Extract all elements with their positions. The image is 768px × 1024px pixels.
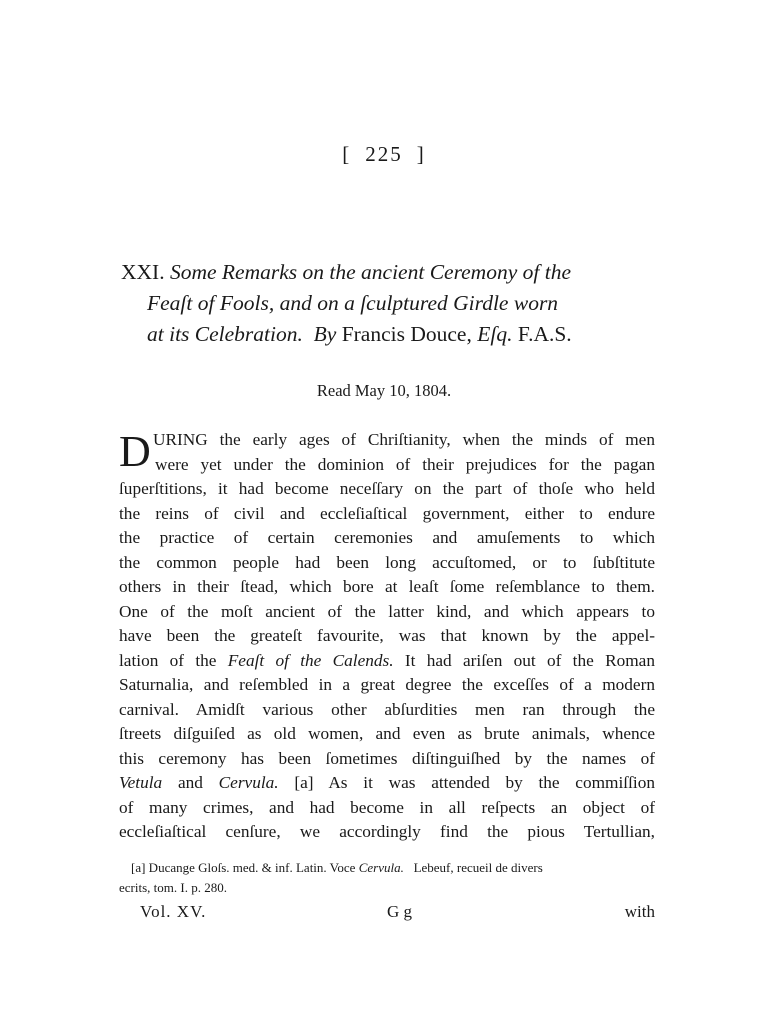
body-line: of many crimes, and had become in all reſpects an object of <box>119 797 655 817</box>
article-title <box>121 257 681 350</box>
body-line: One of the moſt ancient of the latter kind, and which appears to <box>119 601 655 621</box>
catchline <box>140 902 655 926</box>
footnote-line: ecrits, tom. I. p. 280. <box>119 880 227 895</box>
title-number: XXI. <box>121 260 165 284</box>
body-line: were yet under the dominion of their prejudices for the pagan <box>155 454 655 474</box>
title-line-3 <box>121 319 681 350</box>
title-text-1: Some Remarks on the ancient Ceremony of the <box>169 260 571 284</box>
body-line: the reins of civil and eccleſiaſtical government, either to endure <box>119 503 655 523</box>
read-date: Read May 10, 1804. <box>316 381 452 400</box>
catchword: with <box>624 902 655 921</box>
body-line <box>119 771 655 796</box>
body-line: carnival. Amidſt various other abſurdities men ran through the <box>119 699 655 719</box>
body-italic: Feaſt of the Calends. <box>227 650 394 670</box>
body-fragment: It had ariſen out of the Roman <box>404 650 655 670</box>
title-text-2: Feaſt of Fools, and on a ſculptured Girdle worn <box>147 291 559 315</box>
signature-mark: G g <box>387 902 413 921</box>
body-line: URING the early ages of Chriſtianity, when the minds of men <box>153 430 655 449</box>
body-line: have been the greateſt favourite, was that known by the appel- <box>119 626 655 645</box>
footnote <box>119 858 659 898</box>
author-name: Francis Douce, <box>341 322 472 346</box>
body-line: the common people had been long accuſtomed, or to ſubſtitute <box>119 552 655 572</box>
page-number <box>0 142 768 167</box>
body-fragment: and <box>177 773 203 792</box>
title-line-1 <box>121 257 681 288</box>
body-text <box>119 428 655 845</box>
body-line: this ceremony has been ſometimes diſtinguiſhed by the names of <box>119 748 655 768</box>
body-italic: Cervula. <box>218 773 279 792</box>
author-esq: Eſq. <box>477 322 513 346</box>
bracket-open: [ <box>342 142 352 166</box>
body-line: ſuperſtitions, it had become neceſſary on the part of thoſe who held <box>119 479 655 498</box>
volume-label: Vol. XV. <box>140 902 207 921</box>
title-line-2 <box>121 288 681 319</box>
footnote-italic: Cervula. <box>358 860 404 875</box>
title-text-3: at its Celebration. <box>147 322 303 346</box>
body-line: others in their ſtead, which bore at leaſt ſome reſemblance to them. <box>119 577 655 596</box>
bracket-close: ] <box>416 142 426 166</box>
drop-cap: D <box>119 427 151 476</box>
footnote-line <box>119 858 659 878</box>
body-line: eccleſiaſtical cenſure, we accordingly find the pious Tertullian, <box>119 822 655 841</box>
body-line: ſtreets diſguiſed as old women, and even as brute animals, whence <box>119 724 655 743</box>
body-line: Saturnalia, and reſembled in a great degree the exceſſes of a modern <box>119 675 655 694</box>
author-fas: F.A.S. <box>517 322 572 346</box>
title-by: By <box>313 322 337 346</box>
body-italic: Vetula <box>119 773 163 792</box>
body-fragment: lation of the <box>119 650 217 670</box>
footnote-ref: [a] <box>294 773 314 792</box>
footnote-text: Lebeuf, recueil de divers <box>413 860 543 875</box>
body-line: the practice of certain ceremonies and amuſements to which <box>119 528 655 547</box>
footnote-text: [a] Ducange Gloſs. med. & inf. Latin. Voce <box>131 860 356 875</box>
body-line <box>119 649 655 674</box>
page-number-value: 225 <box>365 142 403 166</box>
body-fragment: As it was attended by the commiſſion <box>328 773 655 792</box>
